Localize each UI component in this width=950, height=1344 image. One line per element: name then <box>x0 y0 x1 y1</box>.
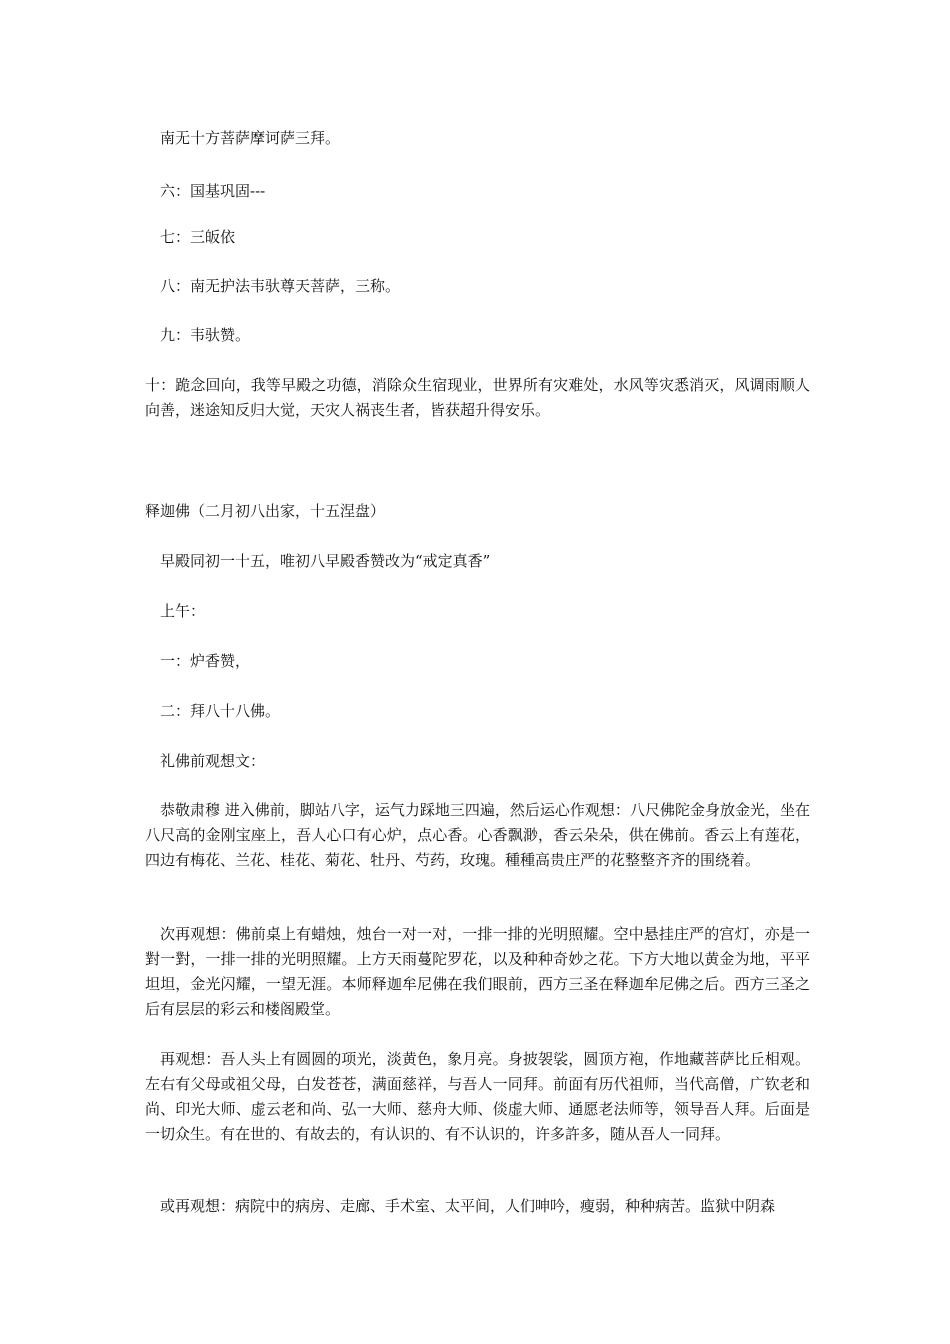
section-title: 释迦佛（二月初八出家，十五涅盘） <box>145 502 386 520</box>
text-line-5: 九：韦驮赞。 <box>160 326 251 344</box>
body-paragraph-1: 恭敬肃穆 进入佛前，脚站八字，运气力踩地三四遍，然后运心作观想：八尺佛陀金身放金光，坐在八尺高的金刚宝座上，吾人心口有心炉，点心香。心香飘渺，香云朵朵，供在佛前。香云上有莲花，四边有梅花、兰花、桂花、菊花、牡丹、芍药，玫瑰。種種高贵庄严的花整整齐齐的围绕着。 <box>145 801 810 869</box>
section-line-5: 礼佛前观想文： <box>160 752 266 770</box>
closing-paragraph: 十：跪念回向，我等早殿之功德，消除众生宿现业，世界所有灾难处，水风等灾悉消灭，风调雨顺人向善，迷途知反归大觉，天灾人祸丧生者，皆获超升得安乐。 <box>145 376 810 419</box>
body-paragraph-4: 或再观想：病院中的病房、走廊、手术室、太平间，人们呻吟，瘦弱，种种病苦。监狱中阴森 <box>160 1197 776 1215</box>
text-line-1: 南无十方菩萨摩诃萨三拜。 <box>160 129 341 147</box>
section-line-2: 上午： <box>160 602 206 620</box>
text-line-2: 六：国基巩固--- <box>160 182 266 200</box>
section-line-4: 二：拜八十八佛。 <box>160 702 281 720</box>
body-paragraph-2: 次再观想：佛前桌上有蜡烛，烛台一对一对，一排一排的光明照耀。空中悬挂庄严的宫灯，亦是一對一對，一排一排的光明照耀。上方天雨蔓陀罗花，以及种种奇妙之花。下方大地以黄金为地，平平坦坦，金光闪耀，一望无涯。本师释迦牟尼佛在我们眼前，西方三圣在释迦牟尼佛之后。西方三圣之后有层层的彩云和楼阁殿堂。 <box>145 925 810 1018</box>
section-line-3: 一：炉香赞， <box>160 652 251 670</box>
body-paragraph-3: 再观想：吾人头上有圆圆的项光，淡黄色，象月亮。身披袈裟，圆顶方袍，作地藏菩萨比丘相观。左右有父母或祖父母，白发苍苍，满面慈祥，与吾人一同拜。前面有历代祖师，当代高僧，广钦老和尚、印光大师、虚云老和尚、弘一大师、慈舟大师、倓虚大师、通愿老法师等，领导吾人拜。后面是一切众生。有在世的、有故去的，有认识的、有不认识的，许多許多，随从吾人一同拜。 <box>145 1050 810 1143</box>
text-line-3: 七：三皈依 <box>160 228 236 246</box>
text-line-4: 八：南无护法韦驮尊天菩萨，三称。 <box>160 277 401 295</box>
section-line-1: 早殿同初一十五，唯初八早殿香赞改为“戒定真香” <box>160 552 491 570</box>
